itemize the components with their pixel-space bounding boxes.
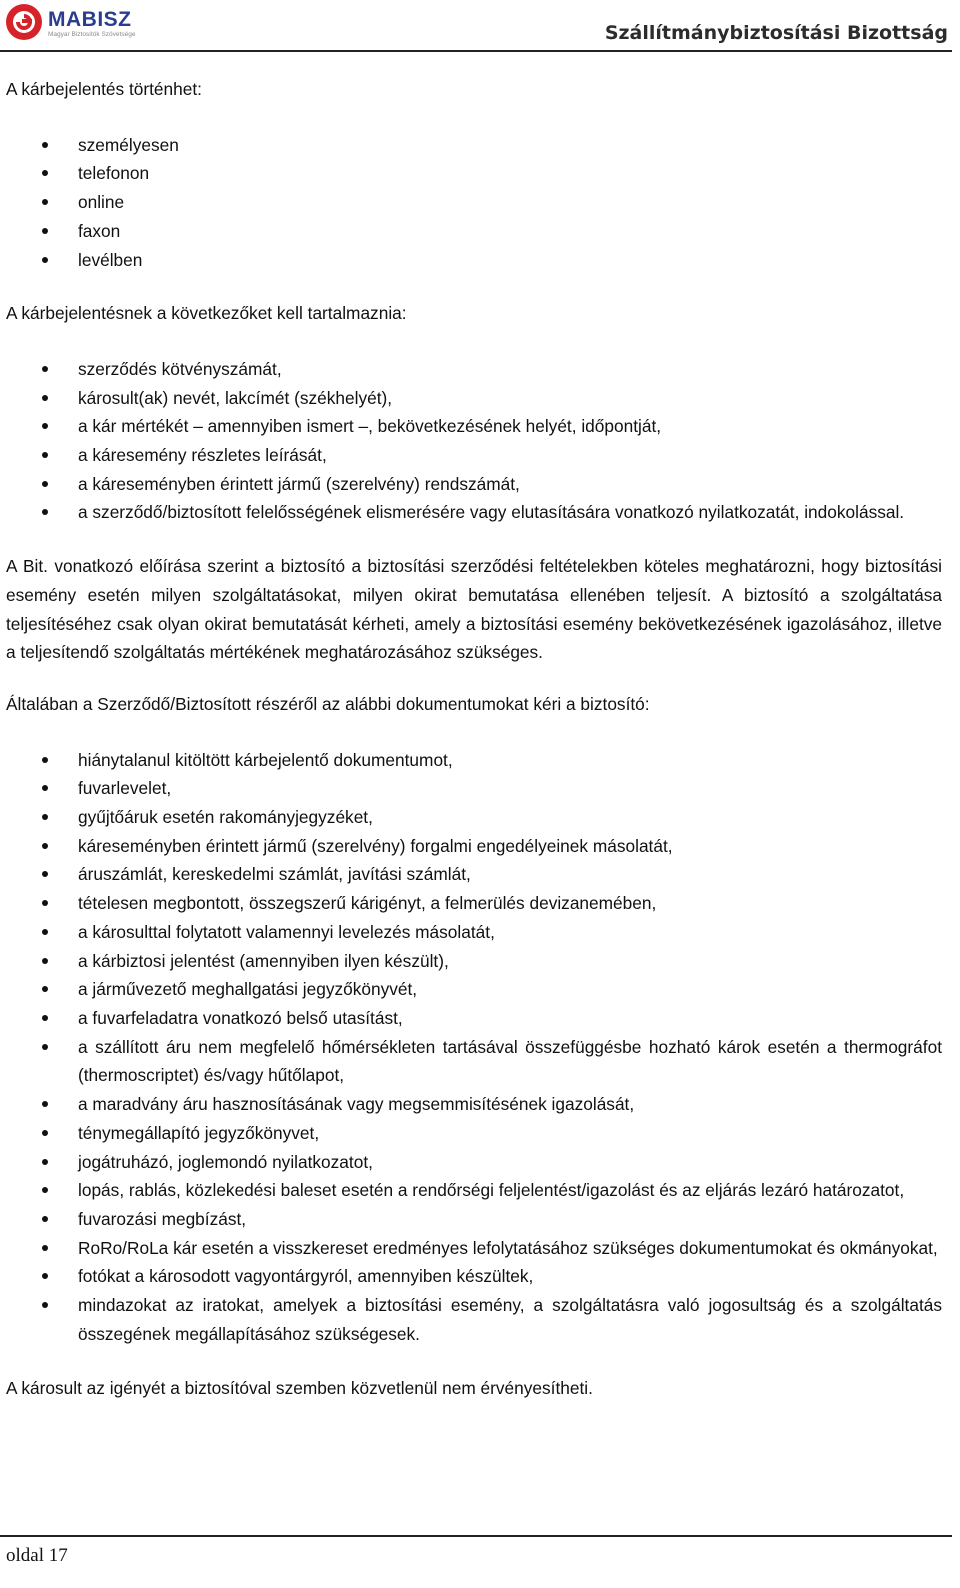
list-item bbox=[6, 1176, 942, 1205]
bullet-icon bbox=[42, 366, 48, 372]
bullet-icon bbox=[42, 1101, 48, 1107]
bullet-icon bbox=[42, 871, 48, 877]
list-item bbox=[6, 832, 942, 861]
bullet-icon bbox=[42, 1187, 48, 1193]
bullet-icon bbox=[42, 481, 48, 487]
list-item bbox=[6, 159, 942, 188]
list-item-text: telefonon bbox=[78, 163, 150, 184]
document-body bbox=[6, 75, 942, 1403]
bullet-icon bbox=[42, 1130, 48, 1136]
bit-regulation-paragraph: A Bit. vonatkozó előírása szerint a biztosító a biztosítási szerződési feltételekben köteles meghatározni, hogy biztosítási esemény esetén milyen szolgáltatásokat, milyen okirat bemutatása ellenében teljesít. A biztosító a szolgáltatása teljesítéséhez csak olyan okirat bemutatását kérheti, amely a biztosítási esemény bekövetkezésének igazolásához, illetve a teljesítendő szolgáltatás mértékének meghatározásához szükséges. bbox=[6, 556, 942, 663]
list-item bbox=[6, 803, 942, 832]
intro-report-contents: A kárbejelentésnek a következőket kell tartalmaznia: bbox=[6, 303, 407, 324]
mabisz-logo-mark-icon bbox=[4, 2, 44, 42]
list-item-text: káreseményben érintett jármű (szerelvény) forgalmi engedélyeinek másolatát, bbox=[78, 835, 673, 856]
header-divider bbox=[0, 50, 952, 52]
intro-required-documents: Általában a Szerződő/Biztosított részéről az alábbi dokumentumokat kéri a biztosító: bbox=[6, 693, 650, 714]
list-item-text: a járművezető meghallgatási jegyzőkönyvét, bbox=[78, 979, 418, 1000]
bullet-icon bbox=[42, 257, 48, 263]
list-item bbox=[6, 384, 942, 413]
list-item-text: lopás, rablás, közlekedési baleset esetén a rendőrségi feljelentést/igazolást és az eljárás lezáró határozatot, bbox=[78, 1180, 905, 1201]
bullet-icon bbox=[42, 958, 48, 964]
list-item-text: RoRo/RoLa kár esetén a visszkereset eredményes lefolytatásához szükséges dokumentumokat és okmányokat, bbox=[78, 1237, 938, 1258]
list-item bbox=[6, 470, 942, 499]
list-item-text: fuvarlevelet, bbox=[78, 778, 172, 799]
reporting-methods-list bbox=[6, 131, 942, 275]
list-item-text: személyesen bbox=[78, 134, 179, 155]
list-item bbox=[6, 188, 942, 217]
bullet-icon bbox=[42, 228, 48, 234]
list-item-text: a károsulttal folytatott valamennyi levelezés másolatát, bbox=[78, 921, 495, 942]
bullet-icon bbox=[42, 900, 48, 906]
bullet-icon bbox=[42, 785, 48, 791]
list-item bbox=[6, 217, 942, 246]
bullet-icon bbox=[42, 1273, 48, 1279]
intro-reporting-methods: A kárbejelentés történhet: bbox=[6, 79, 202, 99]
bullet-icon bbox=[42, 757, 48, 763]
page-header bbox=[0, 0, 960, 52]
list-item bbox=[6, 355, 942, 384]
list-item bbox=[6, 1234, 942, 1263]
list-item bbox=[6, 860, 942, 889]
list-item bbox=[6, 947, 942, 976]
page-number: oldal 17 bbox=[6, 1545, 68, 1566]
list-item-text: gyűjtőáruk esetén rakományjegyzéket, bbox=[78, 807, 373, 828]
list-item bbox=[6, 498, 942, 527]
list-item bbox=[6, 131, 942, 160]
list-item-text: fotókat a károsodott vagyontárgyról, amennyiben készültek, bbox=[78, 1266, 534, 1287]
list-item bbox=[6, 1090, 942, 1119]
bullet-icon bbox=[42, 1044, 48, 1050]
list-item bbox=[6, 1205, 942, 1234]
list-item-text: károsult(ak) nevét, lakcímét (székhelyét), bbox=[78, 387, 393, 408]
list-item bbox=[6, 1004, 942, 1033]
list-item-text: a kárbiztosi jelentést (amennyiben ilyen készült), bbox=[78, 950, 449, 971]
list-item-text: jogátruházó, joglemondó nyilatkozatot, bbox=[78, 1151, 373, 1172]
footer-divider bbox=[0, 1535, 952, 1537]
list-item bbox=[6, 246, 942, 275]
list-item bbox=[6, 1291, 942, 1348]
required-documents-list bbox=[6, 746, 942, 1349]
list-item-text: tételesen megbontott, összegszerű kárigényt, a felmerülés devizanemében, bbox=[78, 893, 657, 914]
list-item bbox=[6, 1119, 942, 1148]
bullet-icon bbox=[42, 929, 48, 935]
bullet-icon bbox=[42, 1216, 48, 1222]
list-item bbox=[6, 918, 942, 947]
list-item-text: online bbox=[78, 192, 125, 213]
list-item-text: szerződés kötvényszámát, bbox=[78, 358, 282, 379]
list-item-text: a fuvarfeladatra vonatkozó belső utasítást, bbox=[78, 1007, 403, 1028]
committee-title: Szállítmánybiztosítási Bizottság bbox=[604, 22, 948, 44]
list-item-text: a káreseményben érintett jármű (szerelvény) rendszámát, bbox=[78, 473, 520, 494]
list-item bbox=[6, 441, 942, 470]
list-item bbox=[6, 746, 942, 775]
list-item-text: a kár mértékét – amennyiben ismert –, bekövetkezésének helyét, időpontját, bbox=[78, 416, 662, 437]
list-item-text: mindazokat az iratokat, amelyek a biztosítási esemény, a szolgáltatásra való jogosultság és a szolgáltatás összegének megállapításához szükségesek. bbox=[78, 1295, 942, 1344]
bullet-icon bbox=[42, 170, 48, 176]
bullet-icon bbox=[42, 509, 48, 515]
bullet-icon bbox=[42, 395, 48, 401]
list-item-text: hiánytalanul kitöltött kárbejelentő dokumentumot, bbox=[78, 749, 453, 770]
list-item-text: levélben bbox=[78, 249, 143, 270]
list-item-text: ténymegállapító jegyzőkönyvet, bbox=[78, 1122, 320, 1143]
list-item bbox=[6, 975, 942, 1004]
bullet-icon bbox=[42, 452, 48, 458]
closing-statement: A károsult az igényét a biztosítóval szemben közvetlenül nem érvényesítheti. bbox=[6, 1378, 593, 1399]
list-item bbox=[6, 412, 942, 441]
list-item bbox=[6, 774, 942, 803]
list-item bbox=[6, 1262, 942, 1291]
bullet-icon bbox=[42, 1015, 48, 1021]
logo-name: MABISZ bbox=[48, 8, 132, 31]
list-item bbox=[6, 889, 942, 918]
bullet-icon bbox=[42, 814, 48, 820]
list-item-text: a káresemény részletes leírását, bbox=[78, 445, 327, 466]
bullet-icon bbox=[42, 843, 48, 849]
bullet-icon bbox=[42, 1302, 48, 1308]
list-item-text: a szállított áru nem megfelelő hőmérsékleten tartásával összefüggésbe hozható károk esetén a thermográfot (thermoscriptet) és/vagy hűtőlapot, bbox=[78, 1036, 942, 1086]
list-item-text: faxon bbox=[78, 220, 121, 241]
list-item-text: a szerződő/biztosított felelősségének elismerésére vagy elutasítására vonatkozó nyilatkozatát, indokolással. bbox=[78, 502, 905, 523]
bullet-icon bbox=[42, 142, 48, 148]
list-item bbox=[6, 1033, 942, 1090]
bullet-icon bbox=[42, 1245, 48, 1251]
bullet-icon bbox=[42, 986, 48, 992]
bullet-icon bbox=[42, 423, 48, 429]
list-item-text: fuvarozási megbízást, bbox=[78, 1208, 247, 1229]
report-contents-list bbox=[6, 355, 942, 527]
logo-tagline: Magyar Biztosítók Szövetsége bbox=[48, 31, 136, 38]
list-item bbox=[6, 1148, 942, 1177]
bullet-icon bbox=[42, 199, 48, 205]
mabisz-logo bbox=[4, 2, 136, 46]
list-item-text: a maradvány áru hasznosításának vagy megsemmisítésének igazolását, bbox=[78, 1094, 635, 1115]
bullet-icon bbox=[42, 1159, 48, 1165]
list-item-text: áruszámlát, kereskedelmi számlát, javítási számlát, bbox=[78, 864, 471, 885]
